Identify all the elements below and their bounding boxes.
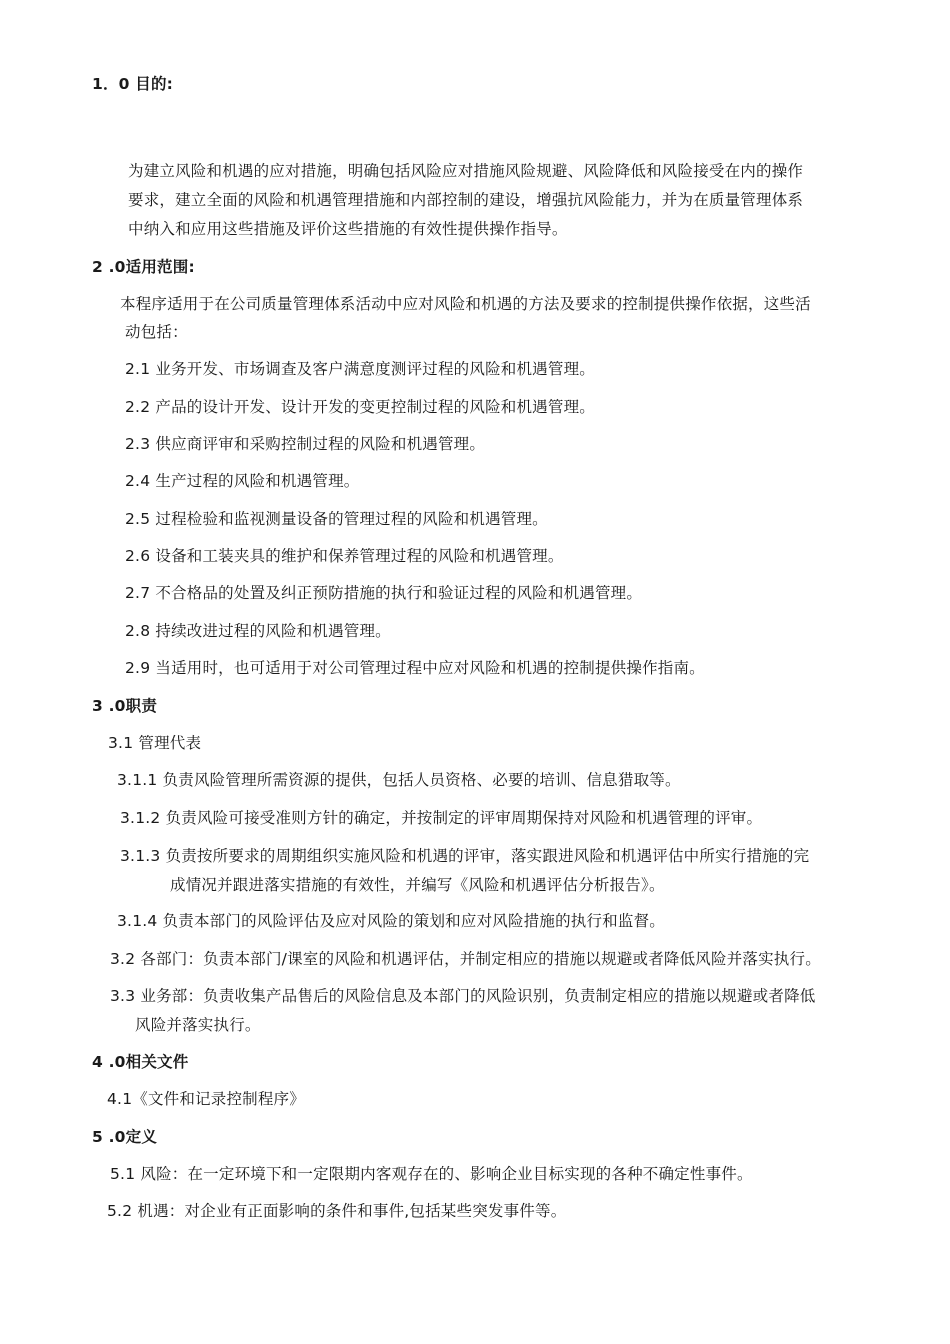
duty-3-3-line-2: 风险并落实执行。 [135, 1016, 261, 1034]
scope-item: 2.1 业务开发、市场调查及客户满意度测评过程的风险和机遇管理。 [125, 360, 595, 378]
definition-5-1: 5.1 风险：在一定环境下和一定限期内客观存在的、影响企业目标实现的各种不确定性事件。 [110, 1165, 753, 1183]
section-3-heading: 3 .0职责 [92, 697, 158, 715]
duty-3-1-1: 3.1.1 负责风险管理所需资源的提供，包括人员资格、必要的培训、信息猎取等。 [117, 771, 681, 789]
purpose-line-1: 为建立风险和机遇的应对措施，明确包括风险应对措施风险规避、风险降低和风险接受在内的操作 [128, 162, 804, 180]
definition-5-2: 5.2 机遇：对企业有正面影响的条件和事件,包括某些突发事件等。 [107, 1202, 567, 1220]
scope-item: 2.4 生产过程的风险和机遇管理。 [125, 472, 360, 490]
purpose-line-3: 中纳入和应用这些措施及评价这些措施的有效性提供操作指导。 [128, 220, 568, 238]
scope-item: 2.8 持续改进过程的风险和机遇管理。 [125, 622, 391, 640]
section-5-heading: 5 .0定义 [92, 1128, 158, 1146]
duty-3-1-2: 3.1.2 负责风险可接受准则方针的确定，并按制定的评审周期保持对风险和机遇管理的评审。 [120, 809, 763, 827]
document-4-1: 4.1《文件和记录控制程序》 [107, 1090, 305, 1108]
scope-item: 2.2 产品的设计开发、设计开发的变更控制过程的风险和机遇管理。 [125, 398, 595, 416]
duty-3-3-line-1: 3.3 业务部：负责收集产品售后的风险信息及本部门的风险识别，负责制定相应的措施以规避或者降低 [110, 987, 816, 1005]
section-2-heading: 2 .0适用范围: [92, 258, 195, 276]
section-4-heading: 4 .0相关文件 [92, 1053, 189, 1071]
scope-item: 2.6 设备和工装夹具的维护和保养管理过程的风险和机遇管理。 [125, 547, 564, 565]
section-1-heading: 1．0 目的: [92, 75, 174, 93]
duty-3-1: 3.1 管理代表 [108, 734, 202, 752]
duty-3-2: 3.2 各部门：负责本部门/课室的风险和机遇评估，并制定相应的措施以规避或者降低风险并落实执行。 [110, 950, 821, 968]
scope-item: 2.5 过程检验和监视测量设备的管理过程的风险和机遇管理。 [125, 510, 548, 528]
duty-3-1-3-line-2: 成情况并跟进落实措施的有效性，并编写《风险和机遇评估分析报告》。 [170, 876, 665, 894]
purpose-line-2: 要求，建立全面的风险和机遇管理措施和内部控制的建设，增强抗风险能力，并为在质量管理体系 [128, 191, 804, 209]
scope-item: 2.7 不合格品的处置及纠正预防措施的执行和验证过程的风险和机遇管理。 [125, 584, 643, 602]
scope-intro-line-1: 本程序适用于在公司质量管理体系活动中应对风险和机遇的方法及要求的控制提供操作依据，这些活 [120, 295, 811, 313]
duty-3-1-4: 3.1.4 负责本部门的风险评估及应对风险的策划和应对风险措施的执行和监督。 [117, 912, 665, 930]
scope-item: 2.9 当适用时，也可适用于对公司管理过程中应对风险和机遇的控制提供操作指南。 [125, 659, 705, 677]
scope-item: 2.3 供应商评审和采购控制过程的风险和机遇管理。 [125, 435, 486, 453]
scope-intro-line-2: 动包括： [125, 323, 188, 341]
duty-3-1-3-line-1: 3.1.3 负责按所要求的周期组织实施风险和机遇的评审，落实跟进风险和机遇评估中所实行措施的完 [120, 847, 810, 865]
